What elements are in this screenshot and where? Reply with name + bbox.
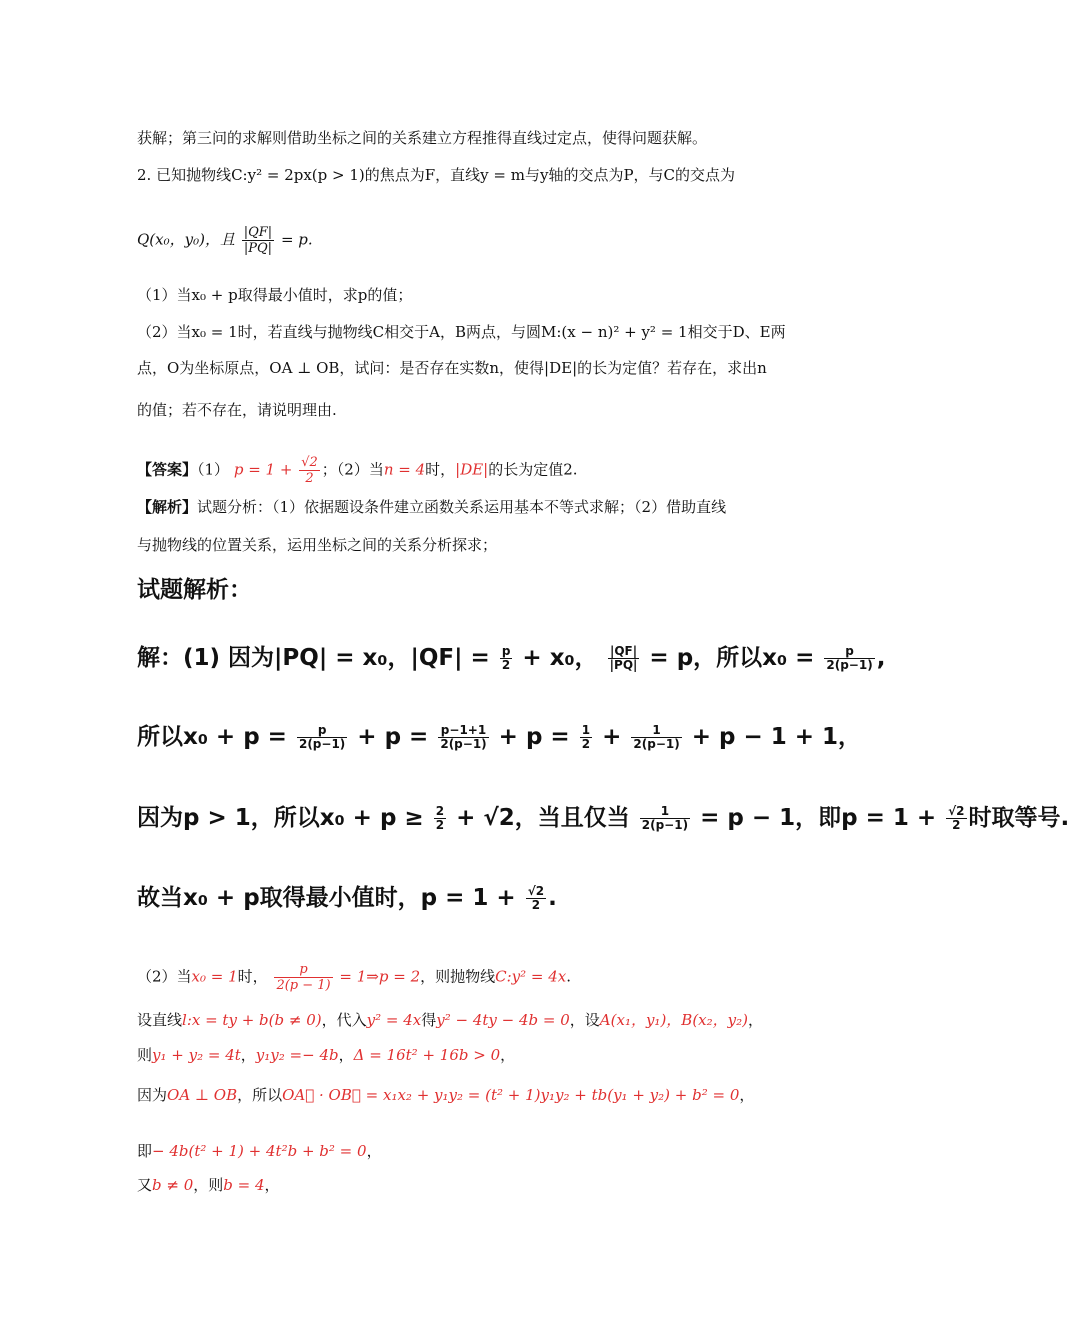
frac-num: √2 xyxy=(301,455,318,470)
frac-num: 1 xyxy=(640,805,690,819)
frac-num: 1 xyxy=(581,723,591,737)
math: C:y² = 4x xyxy=(495,967,567,986)
frac-num: p−1+1 xyxy=(438,724,488,738)
frac-num: |QF| xyxy=(608,645,640,659)
analysis-line-2: 与抛物线的位置关系，运用坐标之间的关系分析探求； xyxy=(137,536,498,554)
answer-line xyxy=(137,455,578,486)
frac xyxy=(434,805,446,832)
math: y² = 4x xyxy=(366,1011,422,1029)
part2-line-3 xyxy=(137,1045,515,1065)
frac-den: 2 xyxy=(435,818,445,832)
frac-num: p xyxy=(297,724,347,738)
math: b = 4 xyxy=(223,1176,265,1194)
math: b ≠ 0 xyxy=(152,1176,194,1194)
math: − 4b(t² + 1) + 4t²b + b² = 0 xyxy=(152,1142,367,1160)
txt: ， xyxy=(366,1142,382,1160)
answer-n: n = 4 xyxy=(383,460,426,479)
txt: ，则抛物线 xyxy=(420,967,496,986)
txt: ，代入 xyxy=(321,1011,367,1029)
step-text: 时取等号. xyxy=(968,805,1069,831)
step-text: + p = xyxy=(498,724,570,750)
math: y₁ + y₂ = 4t xyxy=(152,1046,241,1064)
frac-den: 2 xyxy=(501,658,511,672)
answer-frac xyxy=(299,455,320,486)
txt: ， xyxy=(747,1011,763,1029)
frac-x0 xyxy=(824,645,874,672)
math: A(x₁，y₁)，B(x₂，y₂) xyxy=(599,1011,748,1029)
txt: 则 xyxy=(137,1046,153,1064)
math: = 1⇒p = 2 xyxy=(339,967,421,986)
step-text: . xyxy=(548,885,557,911)
step-text: + x₀， xyxy=(522,645,598,671)
part2-line-4 xyxy=(137,1085,754,1105)
frac-den: 2(p−1) xyxy=(298,737,346,751)
part2-line-1 xyxy=(137,962,571,993)
txt: ， xyxy=(739,1086,755,1104)
frac-num: p xyxy=(274,962,332,978)
answer-text: 时， xyxy=(425,460,456,479)
frac-den: 2(p−1) xyxy=(440,737,487,751)
problem-q-line xyxy=(137,225,313,256)
txt: ， xyxy=(240,1046,256,1064)
math: y₁y₂ =− 4b xyxy=(255,1046,339,1064)
frac-den: 2(p−1) xyxy=(641,818,689,832)
part2-line-2 xyxy=(137,1010,763,1030)
txt: ， xyxy=(338,1046,354,1064)
frac xyxy=(640,805,690,832)
txt: ，设 xyxy=(569,1011,600,1029)
q-point: Q(x₀，y₀)，且 xyxy=(137,230,235,249)
frac-den: 2 xyxy=(952,818,961,832)
step-text: + p = xyxy=(357,724,429,750)
part2-line-6 xyxy=(137,1175,280,1195)
question-2-line-3: 的值；若不存在，请说明理由. xyxy=(137,401,337,419)
txt: 因为 xyxy=(137,1086,168,1104)
txt: . xyxy=(566,967,572,986)
frac-p-2 xyxy=(500,645,513,672)
step-text: 所以x₀ + p = xyxy=(137,724,287,750)
txt: （2）当 xyxy=(137,967,192,986)
math: l:x = ty + b(b ≠ 0) xyxy=(182,1011,322,1029)
step-text: = p，所以x₀ = xyxy=(649,645,815,671)
frac-den: |PQ| xyxy=(609,658,638,672)
analysis-line-1 xyxy=(137,497,726,517)
math: OA⃗ · OB⃗ = x₁x₂ + y₁y₂ = (t² + 1)y₁y₂ + tb(y₁ + y₂) + b² = 0 xyxy=(282,1086,740,1104)
txt: 又 xyxy=(137,1176,153,1194)
frac-den: 2 xyxy=(305,471,314,486)
math: x₀ = 1 xyxy=(191,967,238,986)
frac-num: p xyxy=(824,645,874,659)
frac-num: p xyxy=(501,644,511,658)
solution-step-2 xyxy=(137,722,861,752)
txt: 设直线 xyxy=(137,1011,183,1029)
step-text: + √2，当且仅当 xyxy=(456,805,630,831)
solution-step-1 xyxy=(137,643,885,673)
math: OA ⊥ OB xyxy=(167,1086,238,1104)
txt: 得 xyxy=(421,1011,437,1029)
answer-tag: 【答案】 xyxy=(137,460,198,479)
frac-den: 2 xyxy=(531,898,541,912)
step-text: = p − 1，即p = 1 + xyxy=(700,805,937,831)
question-2-line-2: 点，O为坐标原点，OA ⊥ OB，试问：是否存在实数n，使得|DE|的长为定值？若存在，求出n xyxy=(137,359,767,377)
frac-num: 1 xyxy=(631,724,681,738)
frac-den: 2(p−1) xyxy=(826,658,873,672)
frac xyxy=(526,885,546,912)
question-1: （1）当x₀ + p取得最小值时，求p的值； xyxy=(137,286,413,304)
answer-de: |DE| xyxy=(455,460,489,479)
solution-step-4 xyxy=(137,883,557,913)
txt: ，则 xyxy=(193,1176,224,1194)
answer-part1-label: （1） xyxy=(197,460,230,479)
question-2-line-1: （2）当x₀ = 1时，若直线与抛物线C相交于A，B两点，与圆M:(x − n)² + y² = 1相交于D、E两 xyxy=(137,323,786,341)
answer-text-end: 的长为定值2. xyxy=(488,460,578,479)
frac-den: 2(p−1) xyxy=(633,737,680,751)
part2-line-5 xyxy=(137,1141,382,1161)
analysis-text: 试题分析：（1）依据题设条件建立函数关系运用基本不等式求解；（2）借助直线 xyxy=(197,498,727,516)
frac-den: 2 xyxy=(581,737,591,751)
step-text: , xyxy=(876,645,886,671)
frac xyxy=(438,724,488,751)
step-text: + p − 1 + 1， xyxy=(691,724,862,750)
frac xyxy=(297,724,347,751)
frac-den: |PQ| xyxy=(243,241,273,256)
answer-part2-label: ；（2）当 xyxy=(321,460,384,479)
txt: ， xyxy=(264,1176,280,1194)
problem-statement-line: 2. 已知抛物线C:y² = 2px(p > 1)的焦点为F，直线y = m与y轴的交点为P，与C的交点为 xyxy=(137,166,736,184)
frac-num: √2 xyxy=(948,804,965,818)
math: y² − 4ty − 4b = 0 xyxy=(436,1011,570,1029)
step-text: 故当x₀ + p取得最小值时，p = 1 + xyxy=(137,885,516,911)
text-line-1: 获解；第三问的求解则借助坐标之间的关系建立方程推得直线过定点，使得问题获解。 xyxy=(137,129,708,147)
frac-den: 2(p − 1) xyxy=(276,978,331,993)
analysis-tag: 【解析】 xyxy=(137,498,198,516)
solution-title: 试题解析： xyxy=(137,577,252,603)
txt: 即 xyxy=(137,1142,153,1160)
answer-p: p = 1 + xyxy=(233,460,293,479)
frac xyxy=(274,962,332,993)
txt: ，所以 xyxy=(237,1086,283,1104)
frac xyxy=(631,724,681,751)
frac xyxy=(580,724,592,751)
qf-pq-fraction xyxy=(242,225,274,256)
frac xyxy=(946,805,966,832)
txt: ， xyxy=(500,1046,516,1064)
frac-qf-pq xyxy=(608,645,640,672)
math: Δ = 16t² + 16b > 0 xyxy=(353,1046,501,1064)
step-text: 因为p > 1，所以x₀ + p ≥ xyxy=(137,805,424,831)
frac-num: √2 xyxy=(527,884,545,898)
frac-num: 2 xyxy=(435,804,445,818)
frac-num: |QF| xyxy=(243,225,273,240)
txt: 时， xyxy=(237,967,268,986)
solution-step-3 xyxy=(137,803,1069,833)
step-text: 解：(1) 因为|PQ| = x₀，|QF| = xyxy=(137,645,490,671)
step-text: + xyxy=(602,724,622,750)
eq-p: = p. xyxy=(280,230,313,249)
